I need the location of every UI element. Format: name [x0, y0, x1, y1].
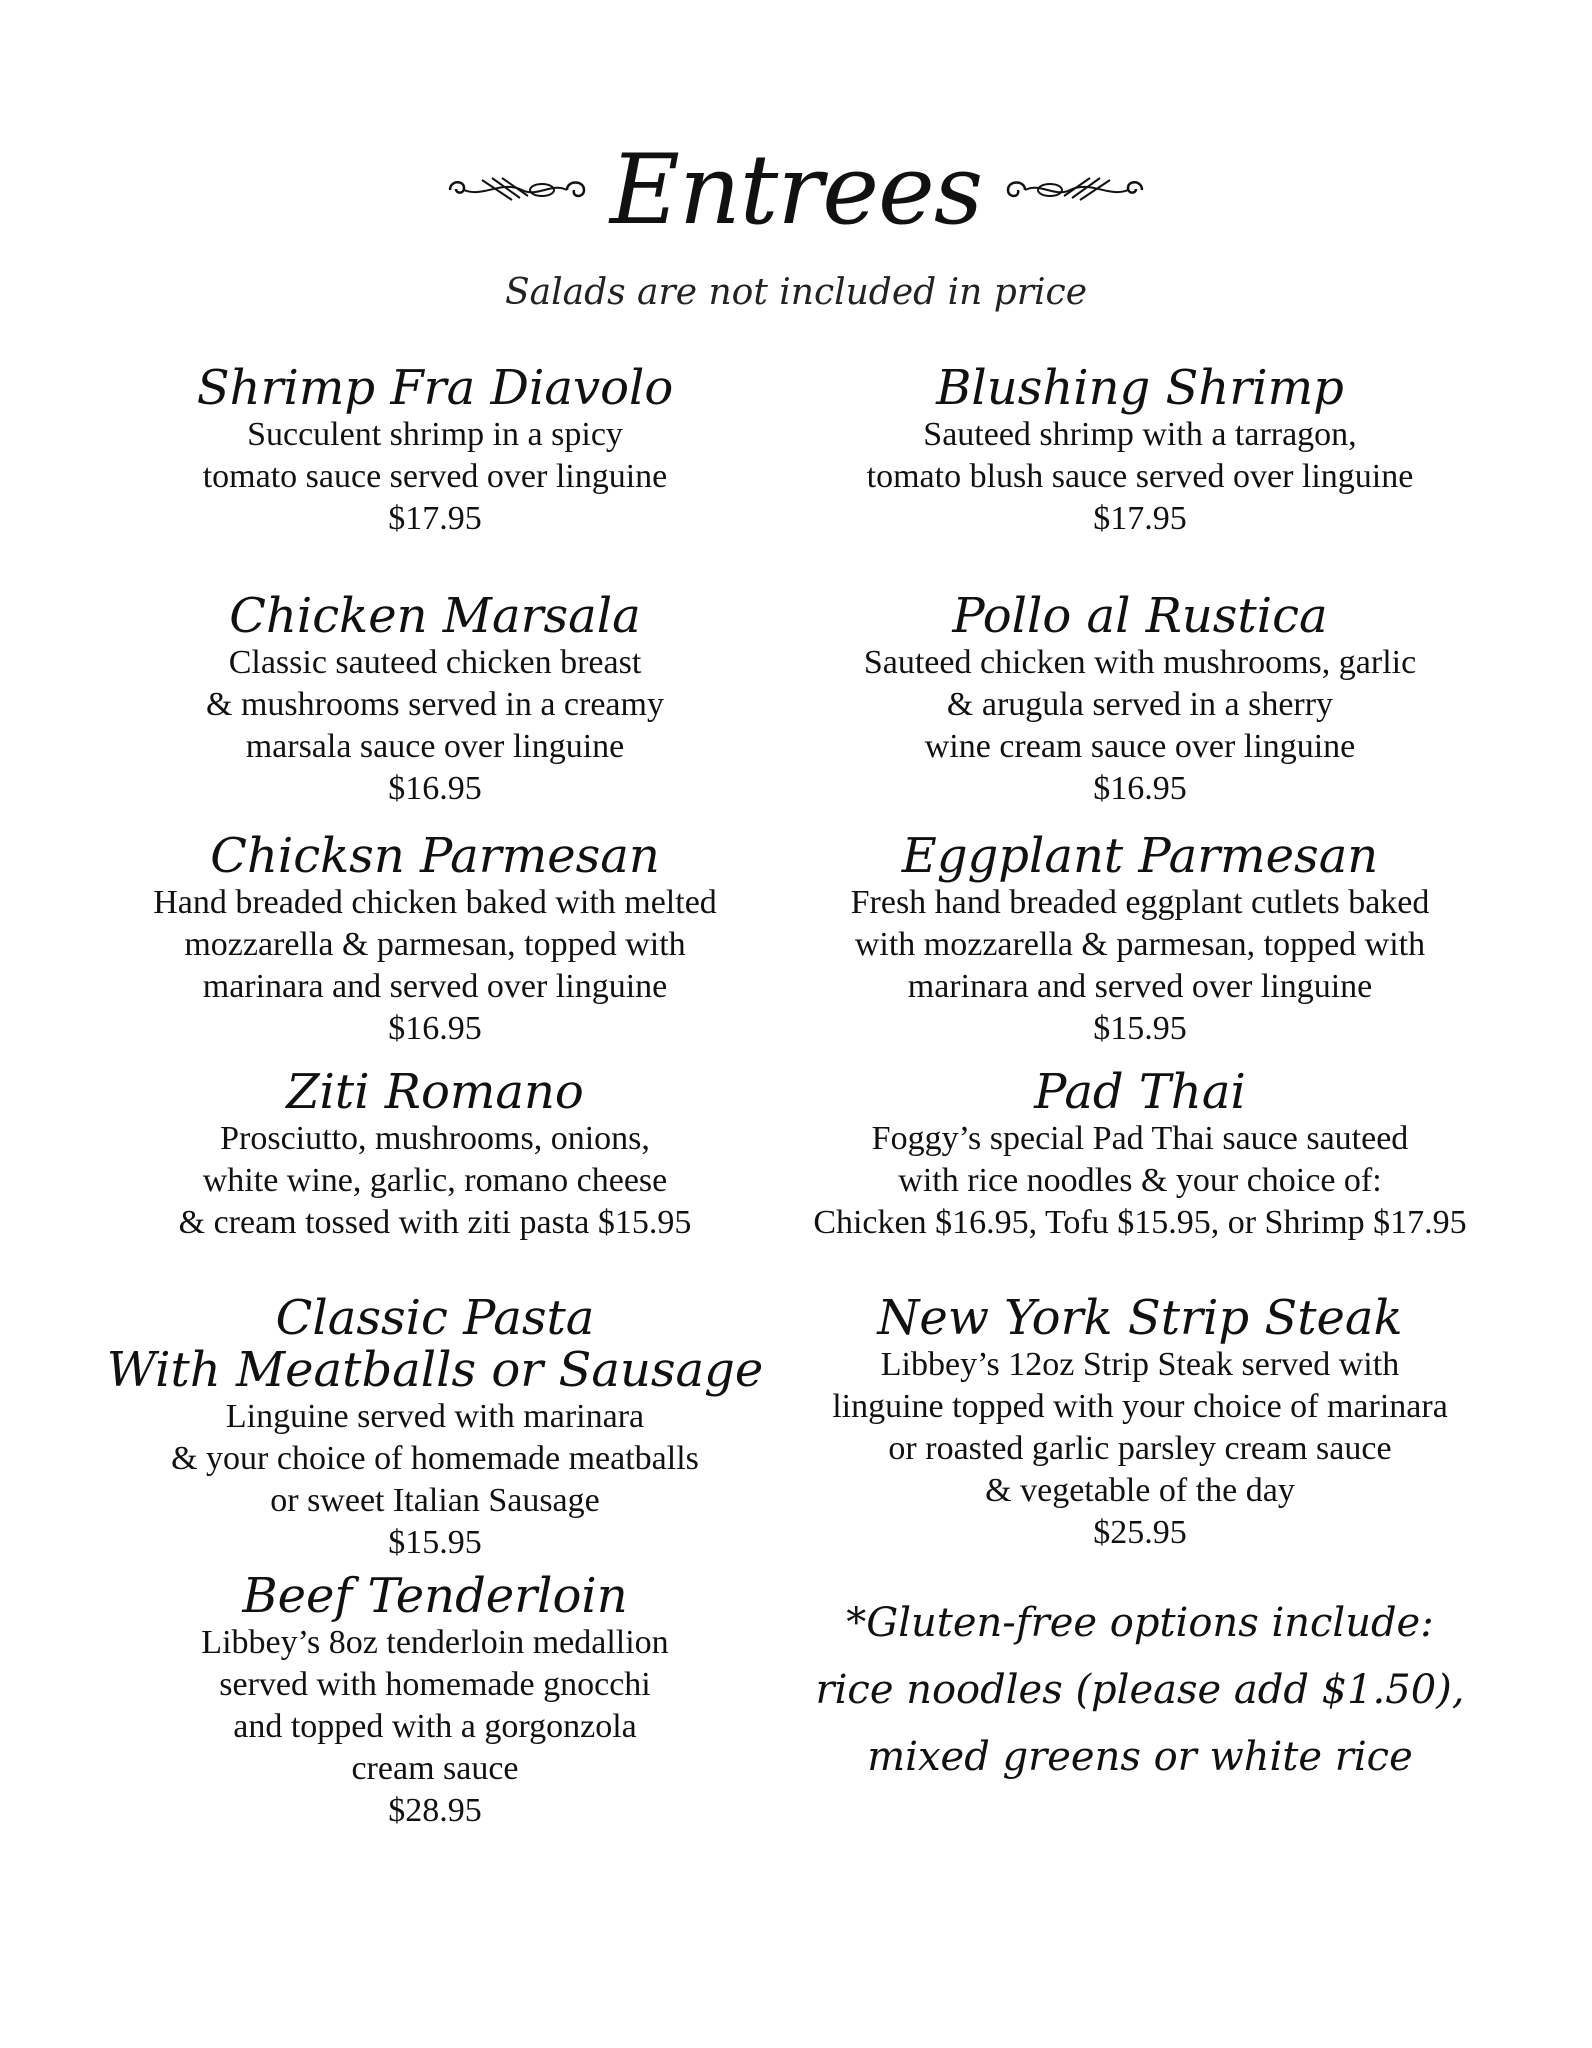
item-description: Sauteed chicken with mushrooms, garlic & arugula served in a sherry wine cream sauce over linguine [863, 644, 1417, 765]
menu-left-column [90, 0, 780, 2048]
item-price: $16.95 [1093, 770, 1187, 807]
item-price: $15.95 [388, 1524, 482, 1561]
item-description: Sauteed shrimp with a tarragon, tomato blush sauce served over linguine [866, 416, 1414, 495]
item-name: Beef Tenderloin [242, 1568, 628, 1624]
item-description: Libbey’s 12oz Strip Steak served with linguine topped with your choice of marinara or roasted garlic parsley cream sauce & vegetable of the day [832, 1346, 1448, 1509]
item-price: $17.95 [388, 500, 482, 537]
subtitle: Salads are not included in price [504, 272, 1088, 313]
page-title: Entrees [609, 134, 983, 246]
menu-item [90, 590, 780, 810]
item-name: Blushing Shrimp [936, 360, 1344, 416]
item-price: $15.95 [1093, 1010, 1187, 1047]
item-price: $25.95 [1093, 1514, 1187, 1551]
item-name: Chicksn Parmesan [210, 828, 660, 884]
item-price: $16.95 [388, 1010, 482, 1047]
item-description: Succulent shrimp in a spicy tomato sauce served over linguine [202, 416, 668, 495]
gluten-free-note [780, 1590, 1500, 1791]
gluten-free-line: *Gluten-free options include: [846, 1600, 1434, 1646]
item-description: Foggy’s special Pad Thai sauce sauteed with rice noodles & your choice of: Chicken $16.95, Tofu $15.95, or Shrimp $17.95 [813, 1120, 1467, 1241]
item-description: Classic sauteed chicken breast & mushrooms served in a creamy marsala sauce over linguine [206, 644, 664, 765]
menu-item [90, 362, 780, 540]
menu-item [780, 362, 1500, 540]
menu-item [780, 830, 1500, 1050]
item-name: Pollo al Rustica [952, 588, 1328, 644]
menu-item [90, 830, 780, 1050]
item-price: $16.95 [388, 770, 482, 807]
menu-item [90, 1066, 780, 1244]
item-name: Chicken Marsala [229, 588, 641, 644]
menu-item [780, 1292, 1500, 1554]
item-name: Classic Pasta With Meatballs or Sausage [106, 1290, 764, 1398]
item-description: Hand breaded chicken baked with melted mozzarella & parmesan, topped with marinara and served over linguine [153, 884, 717, 1005]
item-name: Ziti Romano [286, 1064, 584, 1120]
item-name: New York Strip Steak [877, 1290, 1403, 1346]
menu-item [780, 1066, 1500, 1244]
item-price: $17.95 [1093, 500, 1187, 537]
gluten-free-line: rice noodles (please add $1.50), [815, 1667, 1465, 1713]
item-name: Pad Thai [1034, 1064, 1246, 1120]
gluten-free-line: mixed greens or white rice [867, 1734, 1413, 1780]
item-description: Prosciutto, mushrooms, onions, white wine, garlic, romano cheese & cream tossed with ziti pasta $15.95 [178, 1120, 692, 1241]
item-name: Eggplant Parmesan [901, 828, 1379, 884]
item-description: Fresh hand breaded eggplant cutlets baked with mozzarella & parmesan, topped with marinara and served over linguine [850, 884, 1430, 1005]
item-price: $28.95 [388, 1792, 482, 1829]
item-description: Libbey’s 8oz tenderloin medallion served with homemade gnocchi and topped with a gorgonzola cream sauce [201, 1624, 669, 1787]
menu-item [780, 590, 1500, 810]
menu-item [90, 1570, 780, 1832]
menu-item [90, 1292, 780, 1564]
item-description: Linguine served with marinara & your choice of homemade meatballs or sweet Italian Sausage [171, 1398, 699, 1519]
item-name: Shrimp Fra Diavolo [196, 360, 674, 416]
